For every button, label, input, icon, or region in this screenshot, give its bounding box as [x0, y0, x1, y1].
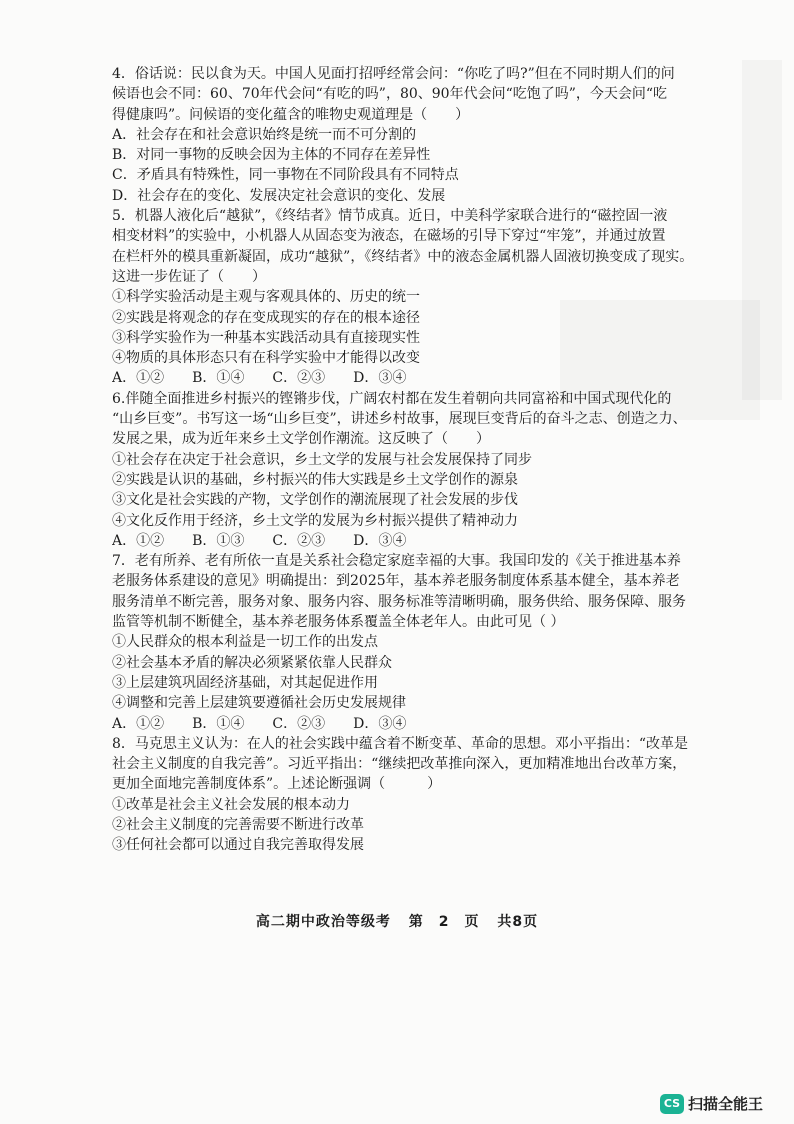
question-line: 4．俗话说：民以食为天。中国人见面打招呼经常会问：“你吃了吗?”但在不同时期人们的问	[112, 66, 675, 82]
question-line: 这进一步佐证了（ ）	[112, 268, 266, 285]
question-line: ④物质的具体形态只有在科学实验中才能得以改变	[112, 350, 420, 367]
question-line: 在栏杆外的模具重新凝固，成功“越狱”，《终结者》中的液态金属机器人固液切换变成了现实。	[112, 248, 694, 265]
question-line: 发展之果，成为近年来乡土文学创作潮流。这反映了（ ）	[112, 431, 490, 448]
footer-page-number: 第 2 页	[408, 914, 480, 930]
footer-exam-title: 高二期中政治等级考	[255, 914, 391, 930]
question-line: 更加全面地完善制度体系”。上述论断强调（ ）	[112, 776, 442, 793]
question-line: ①科学实验活动是主观与客观具体的、历史的统一	[112, 289, 420, 306]
question-line: 候语也会不同：60、70年代会问“有吃的吗”，80、90年代会问“吃饱了吗”，今天会问“吃	[112, 86, 668, 103]
question-line: 8．马克思主义认为：在人的社会实践中蕴含着不断变革、革命的思想。邓小平指出：“改革是	[112, 735, 689, 752]
question-line: 相变材料”的实验中，小机器人从固态变为液态，在磁场的引导下穿过“牢笼”，并通过放置	[112, 228, 666, 245]
question-line: 得健康吗”。问候语的变化蕴含的唯物史观道理是（ ）	[112, 106, 470, 123]
question-line: ④调整和完善上层建筑要遵循社会历史发展规律	[112, 695, 406, 712]
question-line: B．对同一事物的反映会因为主体的不同存在差异性	[112, 147, 431, 164]
question-line: 监管等机制不断健全，基本养老服务体系覆盖全体老年人。由此可见（ ）	[112, 614, 565, 631]
question-line: ①人民群众的根本利益是一切工作的出发点	[112, 634, 378, 651]
page-footer	[0, 911, 794, 931]
question-block	[112, 206, 742, 389]
question-line: ③科学实验作为一种基本实践活动具有直接现实性	[112, 329, 420, 346]
question-block	[112, 551, 742, 734]
question-line: ①社会存在决定于社会意识，乡土文学的发展与社会发展保持了同步	[112, 451, 532, 468]
question-block	[112, 64, 742, 206]
question-block	[112, 734, 742, 856]
question-line: 老服务体系建设的意见》明确提出：到2025年，基本养老服务制度体系基本健全，基本养老	[112, 573, 680, 590]
question-line: “山乡巨变”。书写这一场“山乡巨变”，讲述乡村故事，展现巨变背后的奋斗之志、创造之力、	[112, 411, 687, 428]
camscanner-logo-icon: CS	[660, 1094, 684, 1114]
question-line: ③上层建筑巩固经济基础，对其起促进作用	[112, 674, 378, 691]
question-line: A．社会存在和社会意识始终是统一而不可分割的	[112, 126, 417, 143]
question-line: ②社会基本矛盾的解决必须紧紧依靠人民群众	[112, 654, 392, 671]
question-line: A．①② B．①④ C．②③ D．③④	[112, 715, 407, 732]
question-line: ①改革是社会主义社会发展的根本动力	[112, 796, 350, 813]
question-line: ④文化反作用于经济，乡土文学的发展为乡村振兴提供了精神动力	[112, 512, 518, 529]
question-line: A．①② B．①③ C．②③ D．③④	[112, 532, 407, 549]
question-line: ②实践是将观念的存在变成现实的存在的根本途径	[112, 309, 420, 326]
question-line: D．社会存在的变化、发展决定社会意识的变化、发展	[112, 187, 446, 204]
question-line: 5．机器人液化后“越狱”，《终结者》情节成真。近日，中美科学家联合进行的“磁控固一液	[112, 208, 668, 225]
question-block	[112, 389, 742, 551]
question-line: C．矛盾具有特殊性，同一事物在不同阶段具有不同特点	[112, 167, 459, 184]
question-line: ②实践是认识的基础，乡村振兴的伟大实践是乡土文学创作的源泉	[112, 471, 518, 488]
question-line: ③任何社会都可以通过自我完善取得发展	[112, 837, 364, 854]
question-line: ③文化是社会实践的产物，文学创作的潮流展现了社会发展的步伐	[112, 492, 518, 509]
question-line: ②社会主义制度的完善需要不断进行改革	[112, 816, 364, 833]
question-line: 6.伴随全面推进乡村振兴的铿锵步伐，广阔农村都在发生着朝向共同富裕和中国式现代化的	[112, 390, 672, 407]
question-line: 服务清单不断完善，服务对象、服务内容、服务标准等清晰明确，服务供给、服务保障、服务	[112, 593, 686, 610]
question-line: 社会主义制度的自我完善”。习近平指出：“继续把改革推向深入，更加精准地出台改革方案，	[112, 756, 687, 773]
camscanner-watermark	[660, 1093, 763, 1114]
watermark-text: 扫描全能王	[688, 1095, 764, 1113]
question-line: A．①② B．①④ C．②③ D．③④	[112, 370, 407, 387]
question-list	[112, 64, 742, 856]
footer-total-pages: 共8页	[497, 914, 539, 930]
question-line: 7．老有所养、老有所依一直是关系社会稳定家庭幸福的大事。我国印发的《关于推进基本养	[112, 553, 681, 570]
